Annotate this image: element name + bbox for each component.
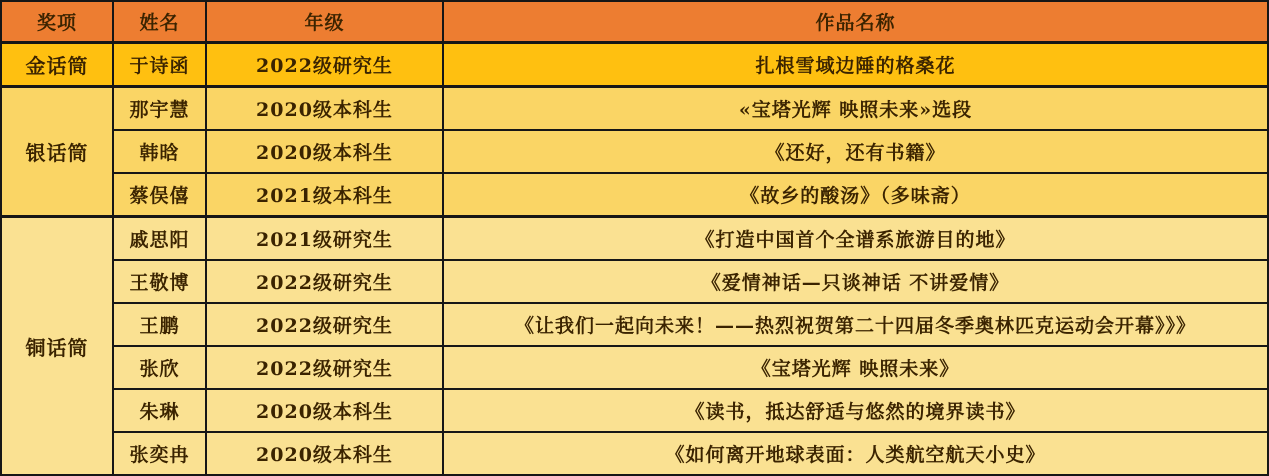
- work-cell: 《如何离开地球表面：人类航空航天小史》: [443, 432, 1268, 475]
- grade-cell: 2022级研究生: [206, 303, 443, 346]
- work-cell: 《爱情神话—只谈神话 不讲爱情》: [443, 260, 1268, 303]
- table-row: [1, 87, 1268, 131]
- header-cell-work: 作品名称: [443, 1, 1268, 43]
- award-cell-silver: 银话筒: [1, 87, 113, 217]
- table-row: [1, 389, 1268, 432]
- grade-cell: 2022级研究生: [206, 346, 443, 389]
- work-cell: «宝塔光辉 映照未来»选段: [443, 87, 1268, 131]
- name-cell: 蔡俣僖: [113, 173, 206, 217]
- work-cell: 《宝塔光辉 映照未来》: [443, 346, 1268, 389]
- name-cell: 王鹏: [113, 303, 206, 346]
- name-cell: 朱琳: [113, 389, 206, 432]
- grade-cell: 2022级研究生: [206, 43, 443, 87]
- table-row: [1, 260, 1268, 303]
- table-row: [1, 217, 1268, 261]
- grade-cell: 2021级本科生: [206, 173, 443, 217]
- table-row: [1, 346, 1268, 389]
- name-cell: 那宇慧: [113, 87, 206, 131]
- name-cell: 戚思阳: [113, 217, 206, 261]
- work-cell: 《故乡的酸汤》（多味斋）: [443, 173, 1268, 217]
- award-cell-bronze: 铜话筒: [1, 217, 113, 476]
- name-cell: 张欣: [113, 346, 206, 389]
- work-cell: 《还好，还有书籍》: [443, 130, 1268, 173]
- grade-cell: 2021级研究生: [206, 217, 443, 261]
- name-cell: 于诗函: [113, 43, 206, 87]
- name-cell: 张奕冉: [113, 432, 206, 475]
- table-row: [1, 303, 1268, 346]
- header-cell-award: 奖项: [1, 1, 113, 43]
- table-row: [1, 43, 1268, 87]
- table-row: [1, 432, 1268, 475]
- header-cell-name: 姓名: [113, 1, 206, 43]
- work-cell: 《读书，抵达舒适与悠然的境界读书》: [443, 389, 1268, 432]
- name-cell: 王敬博: [113, 260, 206, 303]
- grade-cell: 2020级本科生: [206, 389, 443, 432]
- name-cell: 韩晗: [113, 130, 206, 173]
- grade-cell: 2020级本科生: [206, 432, 443, 475]
- grade-cell: 2020级本科生: [206, 87, 443, 131]
- header-row: [1, 1, 1268, 43]
- grade-cell: 2022级研究生: [206, 260, 443, 303]
- table-row: [1, 130, 1268, 173]
- work-cell: 《打造中国首个全谱系旅游目的地》: [443, 217, 1268, 261]
- header-cell-grade: 年级: [206, 1, 443, 43]
- award-cell-gold: 金话筒: [1, 43, 113, 87]
- work-cell: 扎根雪域边陲的格桑花: [443, 43, 1268, 87]
- table-row: [1, 173, 1268, 217]
- work-cell: 《让我们一起向未来！——热烈祝贺第二十四届冬季奥林匹克运动会开幕》》》: [443, 303, 1268, 346]
- grade-cell: 2020级本科生: [206, 130, 443, 173]
